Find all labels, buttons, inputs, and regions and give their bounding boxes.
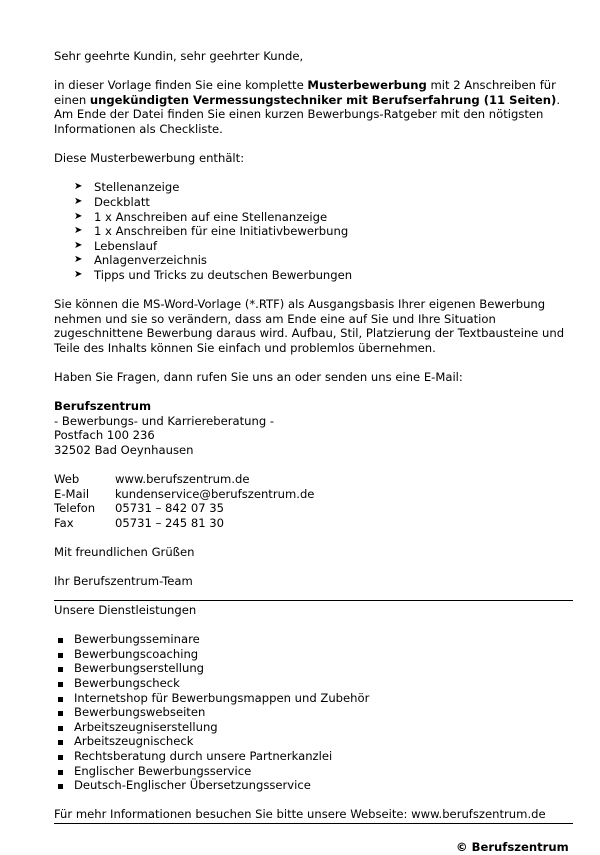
contact-row-phone: [54, 501, 574, 516]
contents-list-item-label: Deckblatt: [94, 194, 150, 209]
intro-bold-2: ungekündigten Vermessungstechniker mit Berufserfahrung (11 Seiten): [89, 92, 557, 107]
contact-phone-value: 05731 – 842 07 35: [115, 501, 225, 516]
services-list-item: [54, 720, 574, 735]
services-list-item-label: Deutsch-Englischer Übersetzungsservice: [74, 778, 311, 793]
arrow-bullet-icon: ➤: [74, 268, 83, 280]
footer-info: Für mehr Informationen besuchen Sie bitte unsere Webseite: www.berufszentrum.de: [54, 807, 573, 824]
intro-text-1: in dieser Vorlage finden Sie eine komplette: [54, 78, 308, 93]
services-list-item: [54, 647, 574, 662]
company-name-text: Berufszentrum: [54, 399, 152, 414]
contents-list-item-label: Stellenanzeige: [94, 180, 180, 195]
services-list-item-label: Bewerbungswebseiten: [74, 705, 206, 720]
contents-list-item: [54, 180, 574, 195]
company-postbox: Postfach 100 236: [54, 428, 155, 443]
square-bullet-icon: [58, 711, 63, 716]
contact-row-email: [54, 487, 574, 502]
contents-list: [54, 180, 574, 282]
contact-block: [54, 472, 574, 530]
contents-list-item-label: 1 x Anschreiben auf eine Stellenanzeige: [94, 209, 328, 224]
square-bullet-icon: [58, 653, 63, 658]
salutation: Sehr geehrte Kundin, sehr geehrter Kunde,: [54, 49, 304, 63]
services-list-item: [54, 764, 574, 779]
intro-text-2: mit 2 Anschreiben für einen: [54, 78, 556, 107]
contact-fax-value: 05731 – 245 81 30: [115, 516, 225, 530]
square-bullet-icon: [58, 697, 63, 702]
contact-email-link[interactable]: kundenservice@berufszentrum.de: [115, 486, 315, 501]
square-bullet-icon: [58, 667, 63, 672]
square-bullet-icon: [58, 755, 63, 760]
contents-list-item: [54, 253, 574, 268]
arrow-bullet-icon: ➤: [74, 254, 83, 266]
contents-list-item-label: Anlagenverzeichnis: [94, 253, 207, 268]
services-list-item-label: Arbeitszeugniserstellung: [74, 719, 218, 734]
services-list-item: [54, 778, 574, 793]
services-list-item: [54, 661, 574, 676]
contents-list-item: [54, 239, 574, 254]
services-list: [54, 632, 574, 793]
usage-paragraph: Sie können die MS-Word-Vorlage (*.RTF) als Ausgangsbasis Ihrer eigenen Bewerbung nehmen und sie so verändern, dass am Ende eine auf Sie und Ihre Situation zugeschnittene Bewerbung daraus wird. Aufbau, Stil, Platzierung der Textbausteine und Teile des Inhalts können Sie einfach und problemlos übernehmen.: [54, 297, 565, 355]
services-list-item-label: Bewerbungscoaching: [74, 646, 199, 661]
contents-list-item-label: Lebenslauf: [94, 238, 158, 253]
signature: Ihr Berufszentrum-Team: [54, 574, 193, 589]
divider: [54, 600, 573, 601]
square-bullet-icon: [58, 784, 63, 789]
contact-web-link[interactable]: www.berufszentrum.de: [115, 472, 250, 487]
services-list-item: [54, 691, 574, 706]
services-list-item-label: Bewerbungscheck: [74, 675, 180, 690]
arrow-bullet-icon: ➤: [74, 210, 83, 222]
contact-row-web: [54, 472, 574, 487]
contact-label: Web: [54, 472, 80, 487]
square-bullet-icon: [58, 726, 63, 731]
services-heading: Unsere Dienstleistungen: [54, 602, 197, 617]
letter-page: [54, 49, 574, 824]
arrow-bullet-icon: ➤: [74, 181, 83, 193]
intro-bold-1: Musterbewerbung: [307, 78, 427, 93]
services-list-item-label: Bewerbungserstellung: [74, 661, 205, 676]
contents-list-item: [54, 268, 574, 283]
contact-label: E-Mail: [54, 486, 90, 501]
services-list-item-label: Englischer Bewerbungsservice: [74, 763, 252, 778]
arrow-bullet-icon: ➤: [74, 239, 83, 251]
company-city: 32502 Bad Oeynhausen: [54, 443, 194, 458]
square-bullet-icon: [58, 770, 63, 775]
arrow-bullet-icon: ➤: [74, 195, 83, 207]
contact-label: Fax: [54, 516, 74, 530]
services-list-item: [54, 749, 574, 764]
contents-heading: Diese Musterbewerbung enthält:: [54, 151, 245, 166]
closing: Mit freundlichen Grüßen: [54, 545, 195, 560]
contents-list-item-label: 1 x Anschreiben für eine Initiativbewerbung: [94, 224, 349, 239]
arrow-bullet-icon: ➤: [74, 225, 83, 237]
intro-paragraph: [54, 78, 574, 136]
copyright: © Berufszentrum: [456, 840, 569, 854]
services-list-item-label: Bewerbungsseminare: [74, 632, 200, 647]
contents-list-item-label: Tipps und Tricks zu deutschen Bewerbungen: [94, 267, 353, 282]
services-list-item: [54, 705, 574, 720]
intro-text-3: . Am Ende der Datei finden Sie einen kurzen Bewerbungs-Ratgeber mit den nötigsten Informationen als Checkliste.: [54, 92, 560, 136]
services-list-item: [54, 734, 574, 749]
services-list-item: [54, 632, 574, 647]
contact-label: Telefon: [54, 501, 96, 516]
contents-list-item: [54, 210, 574, 225]
contents-list-item: [54, 195, 574, 210]
services-list-item-label: Arbeitszeugnischeck: [74, 734, 194, 749]
contact-row-fax: [54, 516, 574, 531]
company-name: [54, 399, 574, 414]
services-list-item-label: Internetshop für Bewerbungsmappen und Zubehör: [74, 690, 370, 705]
contents-list-item: [54, 224, 574, 239]
square-bullet-icon: [58, 740, 63, 745]
company-tagline: - Bewerbungs- und Karriereberatung -: [54, 413, 275, 428]
questions-paragraph: Haben Sie Fragen, dann rufen Sie uns an oder senden uns eine E-Mail:: [54, 370, 463, 385]
square-bullet-icon: [58, 638, 63, 643]
services-list-item-label: Rechtsberatung durch unsere Partnerkanzlei: [74, 748, 333, 763]
square-bullet-icon: [58, 682, 63, 687]
services-list-item: [54, 676, 574, 691]
